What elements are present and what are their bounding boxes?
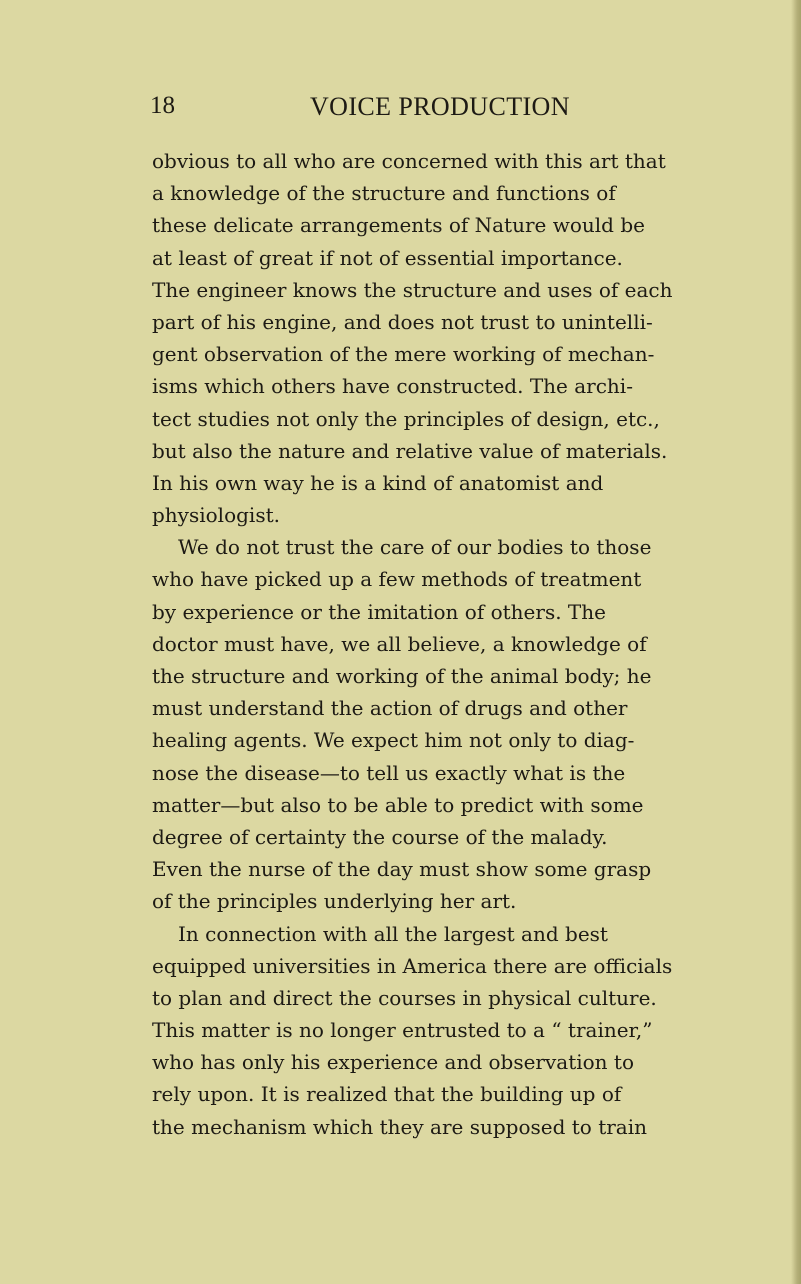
text-line: a knowledge of the structure and functions of [152,181,616,206]
text-line: degree of certainty the course of the malady. [152,824,608,849]
text-line: equipped universities in America there are officials [152,953,673,978]
text-line: who has only his experience and observation to [152,1050,635,1075]
text-line: Even the nurse of the day must show some grasp [152,857,652,882]
text-line: tect studies not only the principles of design, etc., [152,406,660,431]
text-line: who have picked up a few methods of treatment [152,567,642,592]
page-number: 18 [150,92,175,119]
text-line: healing agents. We expect him not only to diag- [152,728,635,753]
page-header [0,92,801,126]
text-line: obvious to all who are concerned with this art that [152,149,666,173]
text-line: isms which others have constructed. The archi- [152,374,633,399]
text-line: rely upon. It is realized that the building up of [152,1082,622,1107]
text-line: at least of great if not of essential importance. [152,245,623,270]
page-edge-shadow [791,0,801,1284]
text-line: but also the nature and relative value of materials. [152,438,668,463]
text-line: the structure and working of the animal body; he [152,664,652,688]
running-title: VOICE PRODUCTION [310,92,570,121]
text-line: of the principles underlying her art. [152,889,517,914]
text-line: gent observation of the mere working of mechan- [152,342,655,367]
text-line: must understand the action of drugs and other [152,696,628,721]
text-line: the mechanism which they are supposed to train [152,1114,647,1139]
text-line: In connection with all the largest and best [178,921,608,946]
text-line: This matter is no longer entrusted to a “ trainer,” [152,1018,653,1043]
text-line: In his own way he is a kind of anatomist and [152,470,604,495]
text-line: nose the disease—to tell us exactly what is the [152,760,626,785]
text-line: part of his engine, and does not trust to unintelli- [152,309,653,334]
text-line: The engineer knows the structure and uses of each [152,277,673,302]
text-line: physiologist. [152,503,280,528]
text-line: We do not trust the care of our bodies to those [178,535,652,560]
text-line: doctor must have, we all believe, a knowledge of [152,631,647,656]
text-line: these delicate arrangements of Nature would be [152,213,645,238]
text-line: by experience or the imitation of others. The [152,599,606,624]
text-line: matter—but also to be able to predict with some [152,792,644,817]
body-text [152,145,772,1143]
text-line: to plan and direct the courses in physical culture. [152,985,657,1010]
